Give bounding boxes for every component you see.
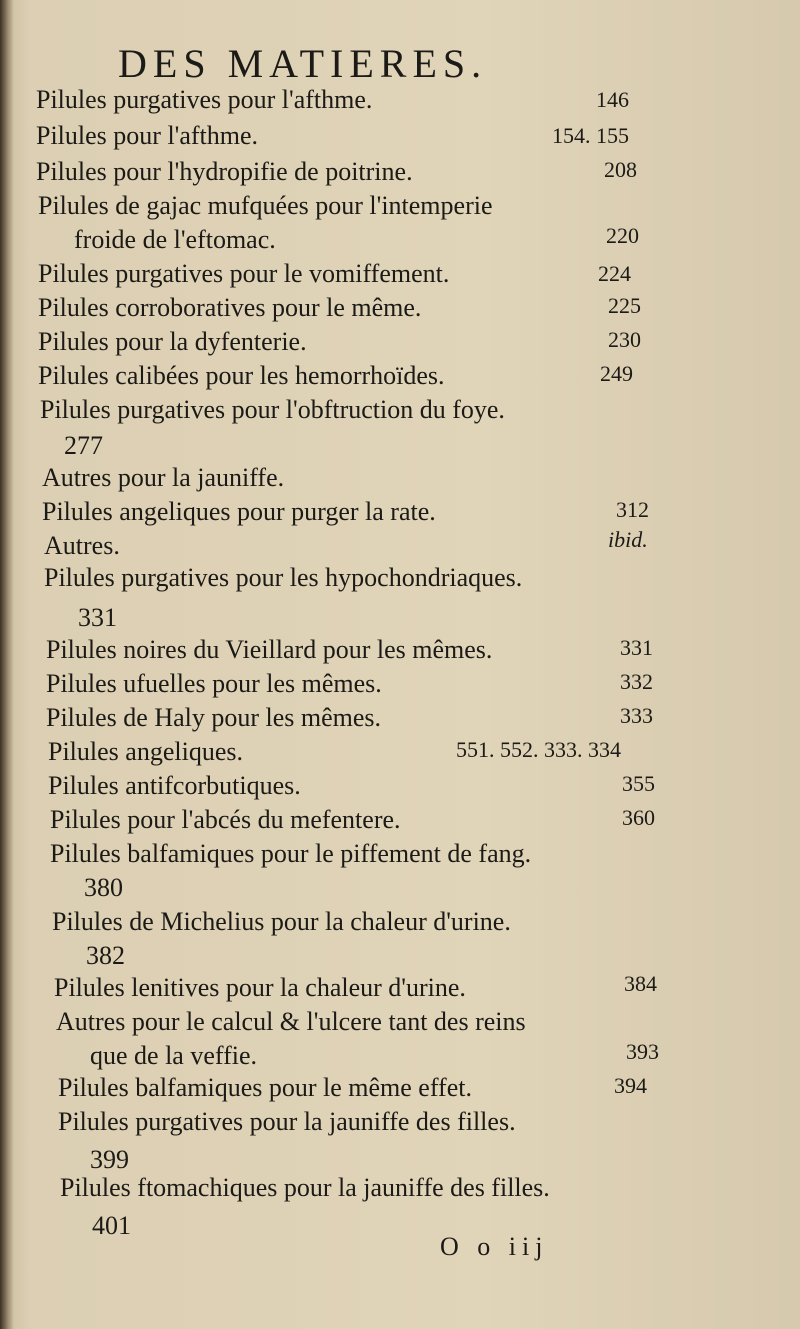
index-entry: Pilules de gajac mufquées pour l'intemperie (38, 191, 493, 220)
index-entry: 331 (78, 603, 117, 632)
index-entry: 380 (84, 873, 123, 902)
index-entry: Pilules corroboratives pour le même. (38, 293, 422, 322)
index-entry: Pilules lenitives pour la chaleur d'urine. (54, 973, 466, 1002)
entry-page-ref: 154. 155 (552, 123, 629, 148)
index-entry: Pilules ftomachiques pour la jauniffe des filles. (60, 1173, 550, 1202)
index-entry: froide de l'eftomac. (74, 225, 276, 254)
index-entry: Pilules purgatives pour le vomiffement. (38, 259, 450, 288)
entry-page-ref: 551. 552. 333. 334 (456, 737, 621, 762)
entry-page-ref: 208 (604, 157, 637, 182)
entry-page-ref: 220 (606, 223, 639, 248)
entry-page-ref: 384 (624, 971, 657, 996)
index-entry: Pilules angeliques. (48, 737, 243, 766)
index-entry: Pilules de Michelius pour la chaleur d'urine. (52, 907, 511, 936)
index-entry: Pilules pour la dyfenterie. (38, 327, 307, 356)
index-entry: Autres. (44, 531, 120, 560)
entry-page-ref: 224 (598, 261, 631, 286)
signature-mark: O o iij (440, 1232, 549, 1261)
index-entry: Pilules pour l'afthme. (36, 121, 259, 150)
index-entry: Pilules noires du Vieillard pour les mêmes. (46, 635, 493, 664)
index-entry: Pilules purgatives pour l'afthme. (36, 85, 373, 114)
index-entry: Autres pour la jauniffe. (42, 463, 285, 492)
index-entry: Pilules purgatives pour l'obftruction du foye. (40, 395, 505, 424)
index-entry: Pilules pour l'abcés du mefentere. (50, 805, 401, 834)
index-entry: Pilules antifcorbutiques. (48, 771, 301, 800)
entry-page-ref: ibid. (608, 527, 648, 552)
index-entry: 277 (64, 431, 103, 460)
index-entry: que de la veffie. (90, 1041, 257, 1070)
entry-page-ref: 146 (596, 87, 629, 112)
index-entry: 401 (92, 1211, 131, 1240)
index-entry: Pilules angeliques pour purger la rate. (42, 497, 436, 526)
index-entry: Pilules ufuelles pour les mêmes. (46, 669, 382, 698)
index-entry: Pilules purgatives pour les hypochondriaques. (44, 563, 523, 592)
index-entry: Pilules de Haly pour les mêmes. (46, 703, 382, 732)
index-entry: Pilules calibées pour les hemorrhoïdes. (38, 361, 445, 390)
entry-page-ref: 355 (622, 771, 655, 796)
index-entry: Pilules balfamiques pour le même effet. (58, 1073, 472, 1102)
entry-page-ref: 312 (616, 497, 649, 522)
index-entry: 382 (86, 941, 125, 970)
entry-page-ref: 230 (608, 327, 641, 352)
entry-page-ref: 332 (620, 669, 653, 694)
page-header: DES MATIERES. (118, 41, 488, 86)
index-entry: Pilules purgatives pour la jauniffe des filles. (58, 1107, 516, 1136)
entry-page-ref: 331 (620, 635, 653, 660)
index-entry: 399 (90, 1145, 129, 1174)
entry-page-ref: 393 (626, 1039, 659, 1064)
index-entry: Autres pour le calcul & l'ulcere tant des reins (56, 1007, 526, 1036)
entry-page-ref: 360 (622, 805, 655, 830)
page-gutter (0, 0, 14, 1329)
entry-page-ref: 225 (608, 293, 641, 318)
entry-page-ref: 394 (614, 1073, 647, 1098)
index-entry: Pilules pour l'hydropifie de poitrine. (36, 157, 413, 186)
entry-page-ref: 333 (620, 703, 653, 728)
index-entry: Pilules balfamiques pour le piffement de fang. (50, 839, 532, 868)
entry-page-ref: 249 (600, 361, 633, 386)
